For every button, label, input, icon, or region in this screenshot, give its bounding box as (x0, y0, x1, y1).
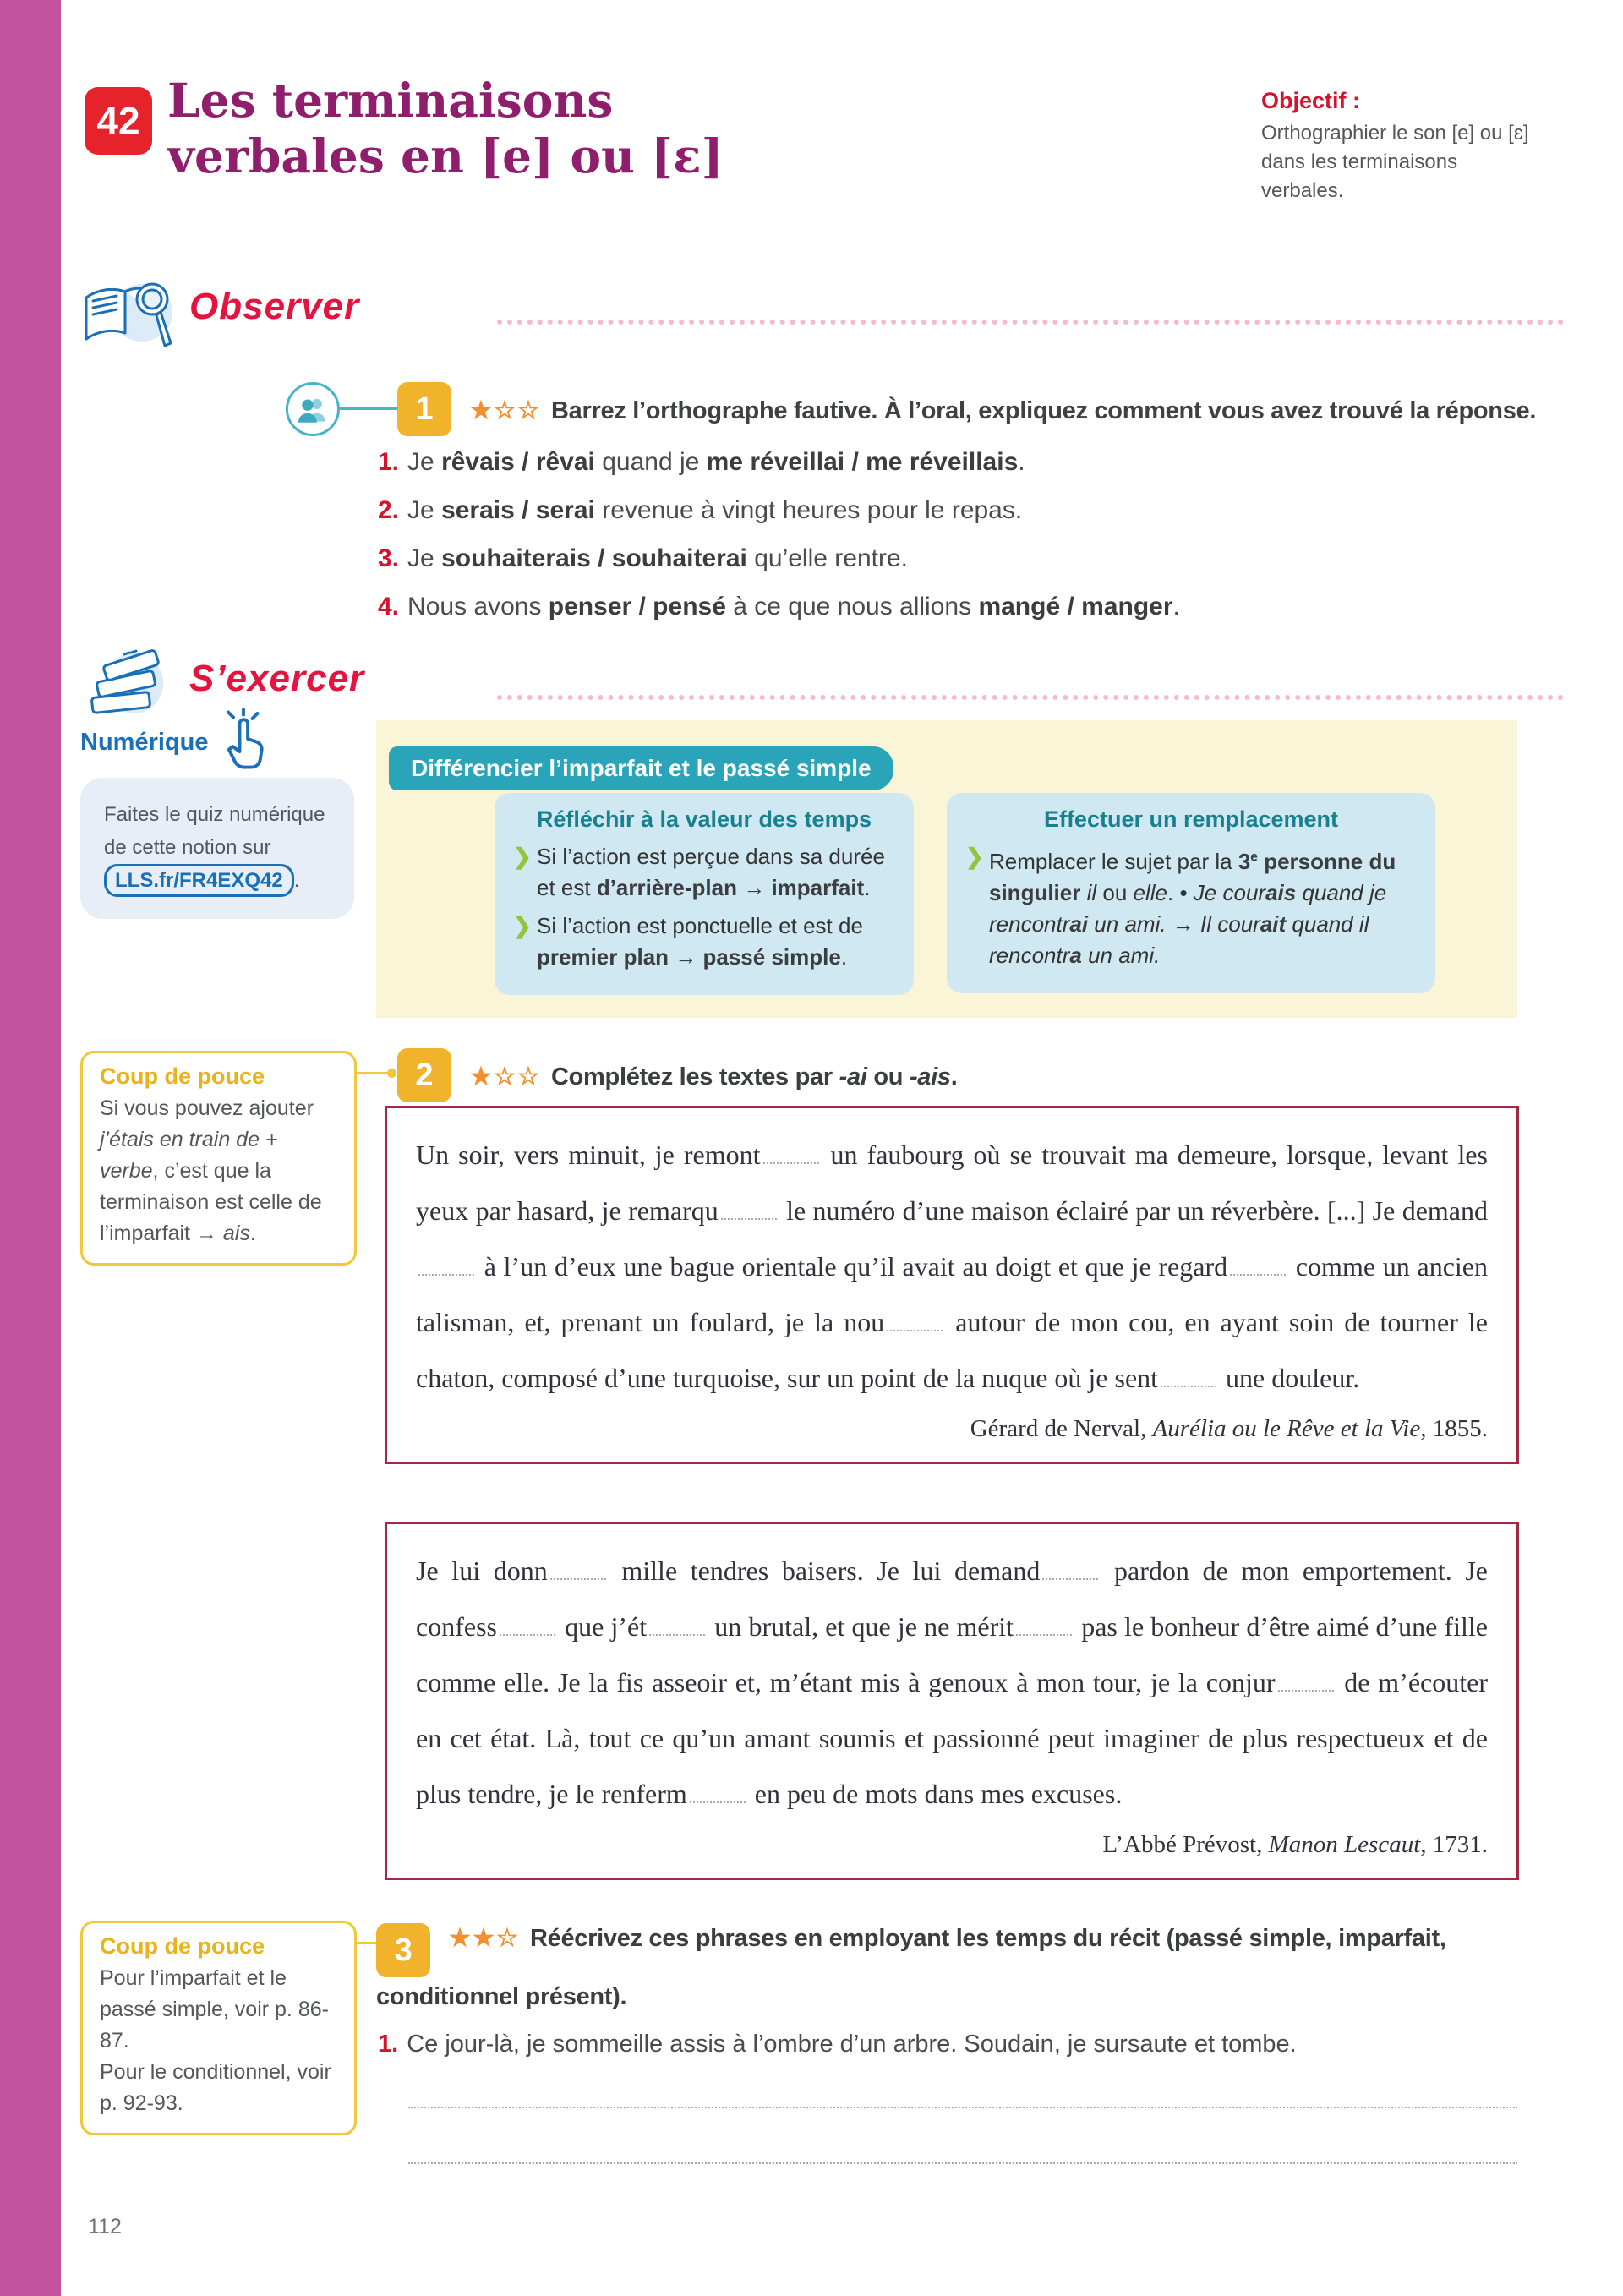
method-box-title: Effectuer un remplacement (1043, 806, 1339, 832)
exercise1-item (378, 448, 1519, 477)
chevron-icon (513, 841, 532, 872)
bullet-text: Si l’action est perçue dans sa durée et est d’arrière-plan → imparfait. (537, 844, 885, 900)
quote-text: Un soir, vers minuit, je remont un faubourg où se trouvait ma demeure, lorsque, levant les yeux par hasard, je remarqu le numéro d’une maison éclairé par un réverbère. [...] Je demand à l’un d’eux une bague orientale qu’il avait au doigt et que je regard comme un ancien talisman, et, prenant un foulard, je la nou autour de mon cou, en ayant soin de tourner le chaton, composé d’une turquoise, sur un point de la nuque où je sent une douleur. (416, 1140, 1489, 1393)
sexercer-dotted-rule (497, 695, 1564, 700)
exercise3-item (378, 2027, 1519, 2061)
two-people-icon (296, 395, 330, 424)
item-number: 3. (378, 544, 400, 572)
quote-attribution: L’Abbé Prévost, Manon Lescaut, 1731. (1102, 1831, 1488, 1858)
item-text: Nous avons penser / pensé à ce que nous allions mangé / manger. (407, 593, 1180, 620)
answer-writing-line (408, 2107, 1517, 2108)
item-text: Je rêvais / rêvai quand je me réveillai / me réveillais. (407, 448, 1025, 476)
item-number: 1. (378, 448, 400, 476)
page-title (167, 73, 724, 184)
exercise2-instruction: Complétez les textes par -ai ou -ais. (551, 1063, 958, 1091)
objective-label: Objectif : (1261, 88, 1361, 113)
exercise1-item (378, 593, 1519, 621)
item-number: 4. (378, 593, 400, 620)
lesson-number-badge: 42 (85, 87, 152, 155)
method-box-valeur-des-temps (495, 793, 914, 995)
numerique-text-after: . (293, 869, 300, 892)
exercise1-item (378, 544, 1519, 573)
objective-block (1261, 88, 1544, 205)
coup-de-pouce-title: Coup de pouce (100, 1063, 265, 1089)
method-bullet (965, 841, 1417, 971)
numerique-text: Faites le quiz numérique de cette notion sur (104, 803, 325, 859)
numerique-box (80, 778, 354, 919)
chevron-icon (965, 841, 984, 872)
exercise3-item-list (378, 2027, 1519, 2061)
quote-attribution: Gérard de Nerval, Aurélia ou le Rêve et la Vie, 1855. (970, 1415, 1488, 1442)
exercise1-item (378, 496, 1519, 525)
method-box-remplacement (947, 793, 1435, 993)
observer-dotted-rule (497, 320, 1564, 325)
item-number: 1. (378, 2031, 399, 2058)
chevron-icon (513, 910, 532, 942)
bullet-text: Si l’action est ponctuelle et est de premier plan → passé simple. (537, 913, 863, 970)
hint-connector-dot (387, 1069, 396, 1078)
observer-book-magnifier-icon (78, 272, 184, 357)
page-title-line1: Les terminaisons (167, 73, 614, 128)
coup-de-pouce-box-1 (80, 1051, 357, 1266)
click-hand-icon (218, 708, 274, 774)
item-text: Je souhaiterais / souhaiterai qu’elle rentre. (407, 544, 908, 572)
method-bullet (513, 841, 895, 904)
quote-text: Je lui donn mille tendres baisers. Je lui demand pardon de mon emportement. Je confess que j’ét un brutal, et que je ne mérit pas le bonheur d’être aimé d’une fille comme elle. Je la fis asseoir et, m’étant mis à genoux à mon tour, je la conjur de m’écouter en cet état. Là, tout ce qu’un amant soumis et passionné peut imaginer de plus respectueux et de plus tendre, je le renferm en peu de mots dans mes excuses. (416, 1555, 1489, 1809)
numerique-label: Numérique (80, 729, 209, 756)
exercise2-number-badge: 2 (397, 1048, 451, 1102)
coup-de-pouce-box-2 (80, 1921, 357, 2135)
page-title-line2: verbales en [e] ou [ɛ] (167, 128, 724, 183)
coup-de-pouce-text-line: Pour le conditionnel, voir p. 92-93. (100, 2060, 331, 2115)
exercise3-number-badge: 3 (376, 1923, 430, 1977)
coup-de-pouce-text-line: Pour l’imparfait et le passé simple, voir p. 86-87. (100, 1966, 329, 2053)
coup-de-pouce-title: Coup de pouce (100, 1933, 265, 1959)
exercise3-headline (376, 1919, 1519, 2016)
method-bullet (513, 910, 895, 973)
item-text: Je serais / serai revenue à vingt heures pour le repas. (407, 496, 1023, 524)
item-text: Ce jour-là, je sommeille assis à l’ombre d’un arbre. Soudain, je sursaute et tombe. (407, 2031, 1297, 2058)
quote-block-prevost (385, 1522, 1519, 1880)
exercise3-instruction: Réécrivez ces phrases en employant les temps du récit (passé simple, imparfait, conditionnel présent). (376, 1925, 1446, 2010)
answer-writing-line (408, 2162, 1517, 2164)
objective-text: Orthographier le son [e] ou [ɛ] dans les terminaisons verbales. (1261, 122, 1529, 202)
item-number: 2. (378, 496, 400, 524)
difficulty-stars: ★☆☆ (470, 397, 541, 424)
sexercer-books-icon (80, 642, 182, 724)
exercise1-connector-line (340, 407, 397, 410)
section-observer-label: Observer (189, 286, 360, 327)
quote-block-nerval (385, 1106, 1519, 1464)
exercise1-headline (470, 396, 1536, 425)
exercise1-item-list (378, 448, 1519, 641)
exercise1-instruction: Barrez l’orthographe fautive. À l’oral, expliquez comment vous avez trouvé la réponse. (551, 397, 1537, 424)
exercise2-headline (470, 1062, 957, 1091)
pair-work-icon (286, 382, 340, 436)
page-number: 112 (88, 2215, 122, 2239)
coup-de-pouce-text: Si vous pouvez ajouter j’étais en train de + verbe, c’est que la terminaison est celle de l’imparfait → ais. (100, 1096, 322, 1245)
bullet-text: Remplacer le sujet par la 3e personne du singulier il ou elle. • Je courais quand je rencontrai un ami. → Il courait quand il rencontra un ami. (989, 848, 1396, 968)
exercise1-number-badge: 1 (397, 382, 451, 436)
page-accent-bar (0, 0, 61, 2296)
difficulty-stars: ★☆☆ (470, 1063, 541, 1091)
section-sexercer-label: S’exercer (189, 658, 365, 699)
method-panel-title: Différencier l’imparfait et le passé simple (389, 746, 893, 790)
quiz-link[interactable]: LLS.fr/FR4EXQ42 (104, 864, 294, 897)
difficulty-stars: ★★☆ (449, 1925, 520, 1952)
method-box-title: Réfléchir à la valeur des temps (536, 806, 872, 832)
